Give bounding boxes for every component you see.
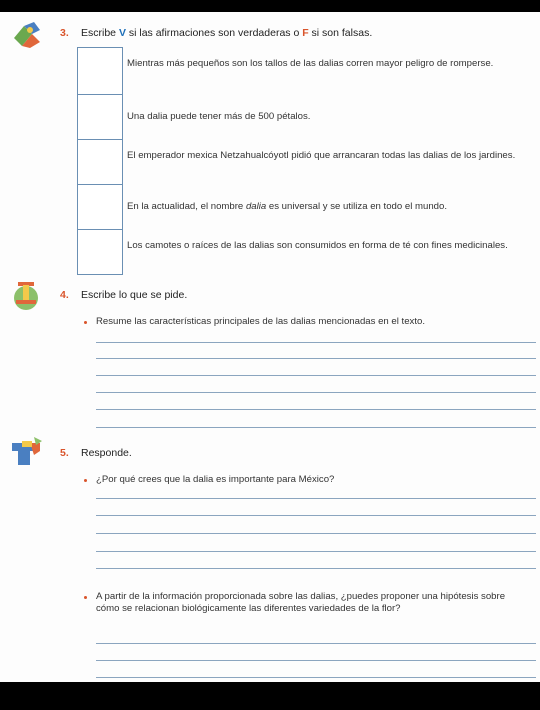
bullet-dot [84,321,87,324]
question-4-title: Escribe lo que se pide. [81,289,188,301]
statement-5: Los camotes o raíces de las dalias son consumidos en forma de té con fines medicinales. [127,240,508,251]
answer-line[interactable] [96,342,536,343]
statement-2: Una dalia puede tener más de 500 pétalos. [127,111,311,122]
v-letter: V [118,27,126,39]
question-5-number: 5. [60,447,69,459]
bullet-dot [84,596,87,599]
worksheet-page [0,12,540,682]
answer-box-1[interactable] [77,47,123,95]
answer-line[interactable] [96,358,536,359]
q3-title-part: si son falsas. [308,27,373,39]
q5-prompt-2: A partir de la información proporcionada sobre las dalias, ¿puedes proponer una hipótesis sobre cómo se relacionan biológicamente las diferentes variedades de la flor? [96,591,506,614]
answer-box-5[interactable] [77,229,123,275]
puzzle-activity-icon [10,20,44,50]
answer-box-2[interactable] [77,94,123,140]
answer-line[interactable] [96,551,536,552]
q4-prompt: Resume las características principales de las dalias mencionadas en el texto. [96,316,426,327]
map-question-icon [10,437,44,467]
q3-title-part: Escribe [81,27,119,39]
answer-line[interactable] [96,677,536,678]
q5-prompt-1: ¿Por qué crees que la dalia es importante para México? [96,474,335,485]
answer-line[interactable] [96,533,536,534]
statement-4 [127,201,527,213]
question-3-number: 3. [60,27,69,39]
statement-1: Mientras más pequeños son los tallos de las dalias corren mayor peligro de romperse. [127,58,494,69]
answer-line[interactable] [96,427,536,428]
answer-box-4[interactable] [77,184,123,230]
statement-4-emphasis: dalia [245,201,267,212]
question-3-title [81,27,372,39]
question-4-number: 4. [60,289,69,301]
statement-3: El emperador mexica Netzahualcóyotl pidió que arrancaran todas las dalias de los jardines. [127,150,516,161]
answer-line[interactable] [96,568,536,569]
answer-line[interactable] [96,643,536,644]
bullet-dot [84,479,87,482]
answer-line[interactable] [96,660,536,661]
answer-line[interactable] [96,409,536,410]
q3-title-part: si las afirmaciones son verdaderas o [125,27,303,39]
answer-box-3[interactable] [77,139,123,185]
statement-4-part: En la actualidad, el nombre [127,201,246,212]
f-letter: F [302,27,309,39]
pencil-writing-icon [10,280,42,312]
answer-line[interactable] [96,392,536,393]
statement-4-part: es universal y se utiliza en todo el mundo. [266,201,448,212]
answer-line[interactable] [96,515,536,516]
answer-line[interactable] [96,375,536,376]
question-5-title: Responde. [81,447,132,459]
answer-line[interactable] [96,498,536,499]
